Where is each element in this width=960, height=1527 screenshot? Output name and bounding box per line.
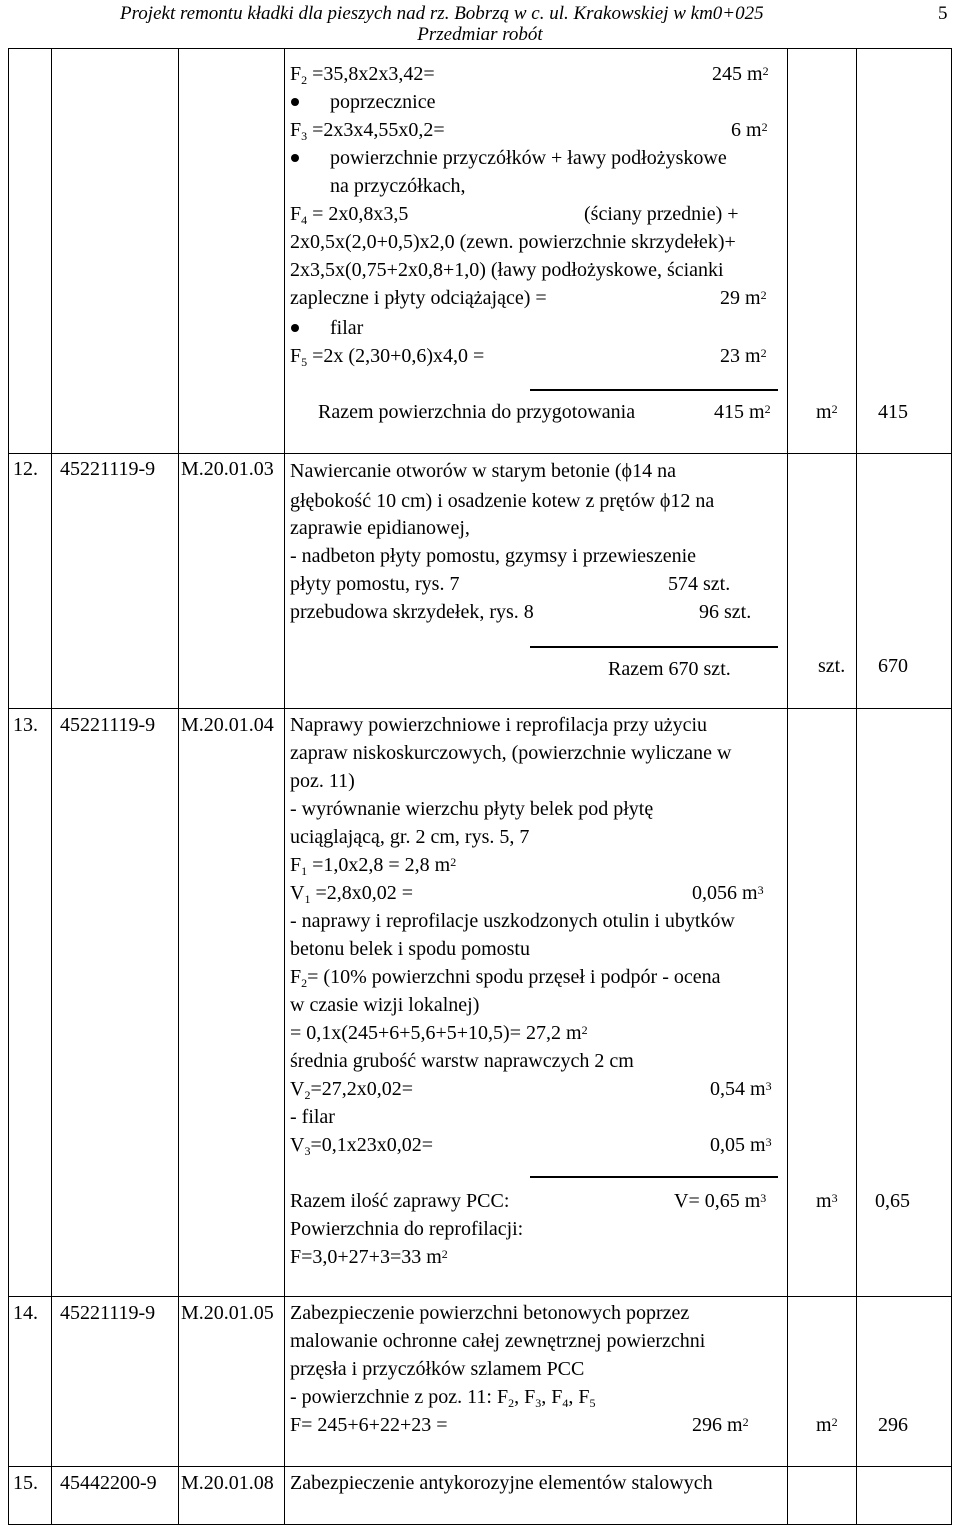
row-number: 12. xyxy=(13,458,38,480)
row-spec: M.20.01.08 xyxy=(181,1472,274,1494)
unit: szt. xyxy=(818,655,846,677)
unit: $m^2$ xyxy=(816,1414,838,1436)
header-title: Projekt remontu kładki dla pieszych nad rz. Bobrzą w c. ul. Krakowskiej w km0+025 xyxy=(120,3,764,24)
row-spec: M.20.01.04 xyxy=(181,714,274,736)
bullet-icon xyxy=(291,154,299,162)
header-rule xyxy=(8,48,952,49)
row-spec: M.20.01.03 xyxy=(181,458,274,480)
unit: $m^3$ xyxy=(816,1190,838,1212)
unit: $m^2$ xyxy=(816,401,838,423)
sum-rule xyxy=(530,646,778,648)
row-code: 45442200-9 xyxy=(60,1472,157,1494)
sum-rule xyxy=(530,1176,778,1178)
row-number: 15. xyxy=(13,1472,38,1494)
quantity: 0,65 xyxy=(875,1190,910,1212)
sum-rule xyxy=(530,389,778,391)
page-number: 5 xyxy=(938,3,948,24)
row-spec: M.20.01.05 xyxy=(181,1302,274,1324)
bullet-icon xyxy=(291,324,299,332)
quantity: 415 xyxy=(878,401,908,423)
row-code: 45221119-9 xyxy=(60,1302,156,1324)
bullet-icon xyxy=(291,98,299,106)
header-subtitle: Przedmiar robót xyxy=(417,24,543,45)
quantity: 296 xyxy=(878,1414,908,1436)
row-code: 45221119-9 xyxy=(60,714,156,736)
quantity: 670 xyxy=(878,655,908,677)
row-code: 45221119-9 xyxy=(60,458,156,480)
row-number: 14. xyxy=(13,1302,38,1324)
row-number: 13. xyxy=(13,714,38,736)
